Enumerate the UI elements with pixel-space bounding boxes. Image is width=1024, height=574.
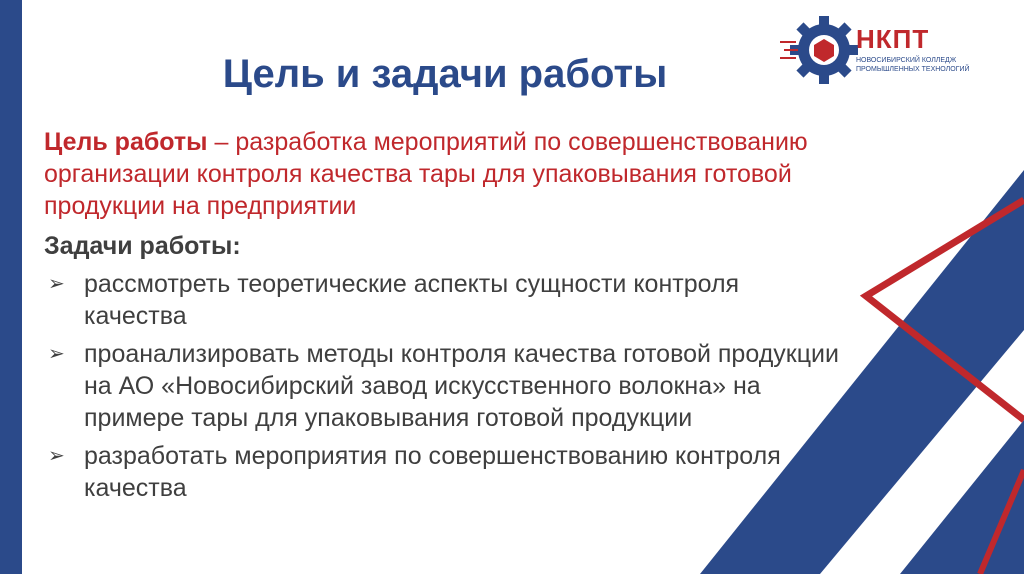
task-item — [44, 268, 844, 332]
slide-content — [44, 126, 844, 504]
tasks-heading: Задачи работы: — [44, 232, 241, 260]
task-text: рассмотреть теоретические аспекты сущности контроля качества — [84, 270, 740, 330]
goal-paragraph — [44, 126, 844, 222]
logo-subtitle: НОВОСИБИРСКИЙ КОЛЛЕДЖ ПРОМЫШЛЕННЫХ ТЕХНОЛОГИЙ — [856, 57, 970, 73]
arrow-bullet-icon: ➢ — [48, 273, 65, 295]
goal-label: Цель работы — [44, 128, 208, 156]
task-text: разработать мероприятия по совершенствованию контроля качества — [84, 442, 781, 502]
page-title: Цель и задачи работы — [222, 52, 668, 96]
logo-name: НКПТ — [856, 24, 930, 54]
goal-text: – разработка мероприятий по совершенствованию организации контроля качества тары для упаковывания готовой продукции на предприятии — [44, 128, 808, 220]
arrow-bullet-icon: ➢ — [48, 445, 65, 467]
arrow-bullet-icon: ➢ — [48, 343, 65, 365]
task-item — [44, 338, 844, 434]
task-text: проанализировать методы контроля качества готовой продукции на АО «Новосибирский завод искусственного волокна» на примере тары для упаковывания готовой продукции — [84, 340, 839, 432]
task-item — [44, 440, 844, 504]
